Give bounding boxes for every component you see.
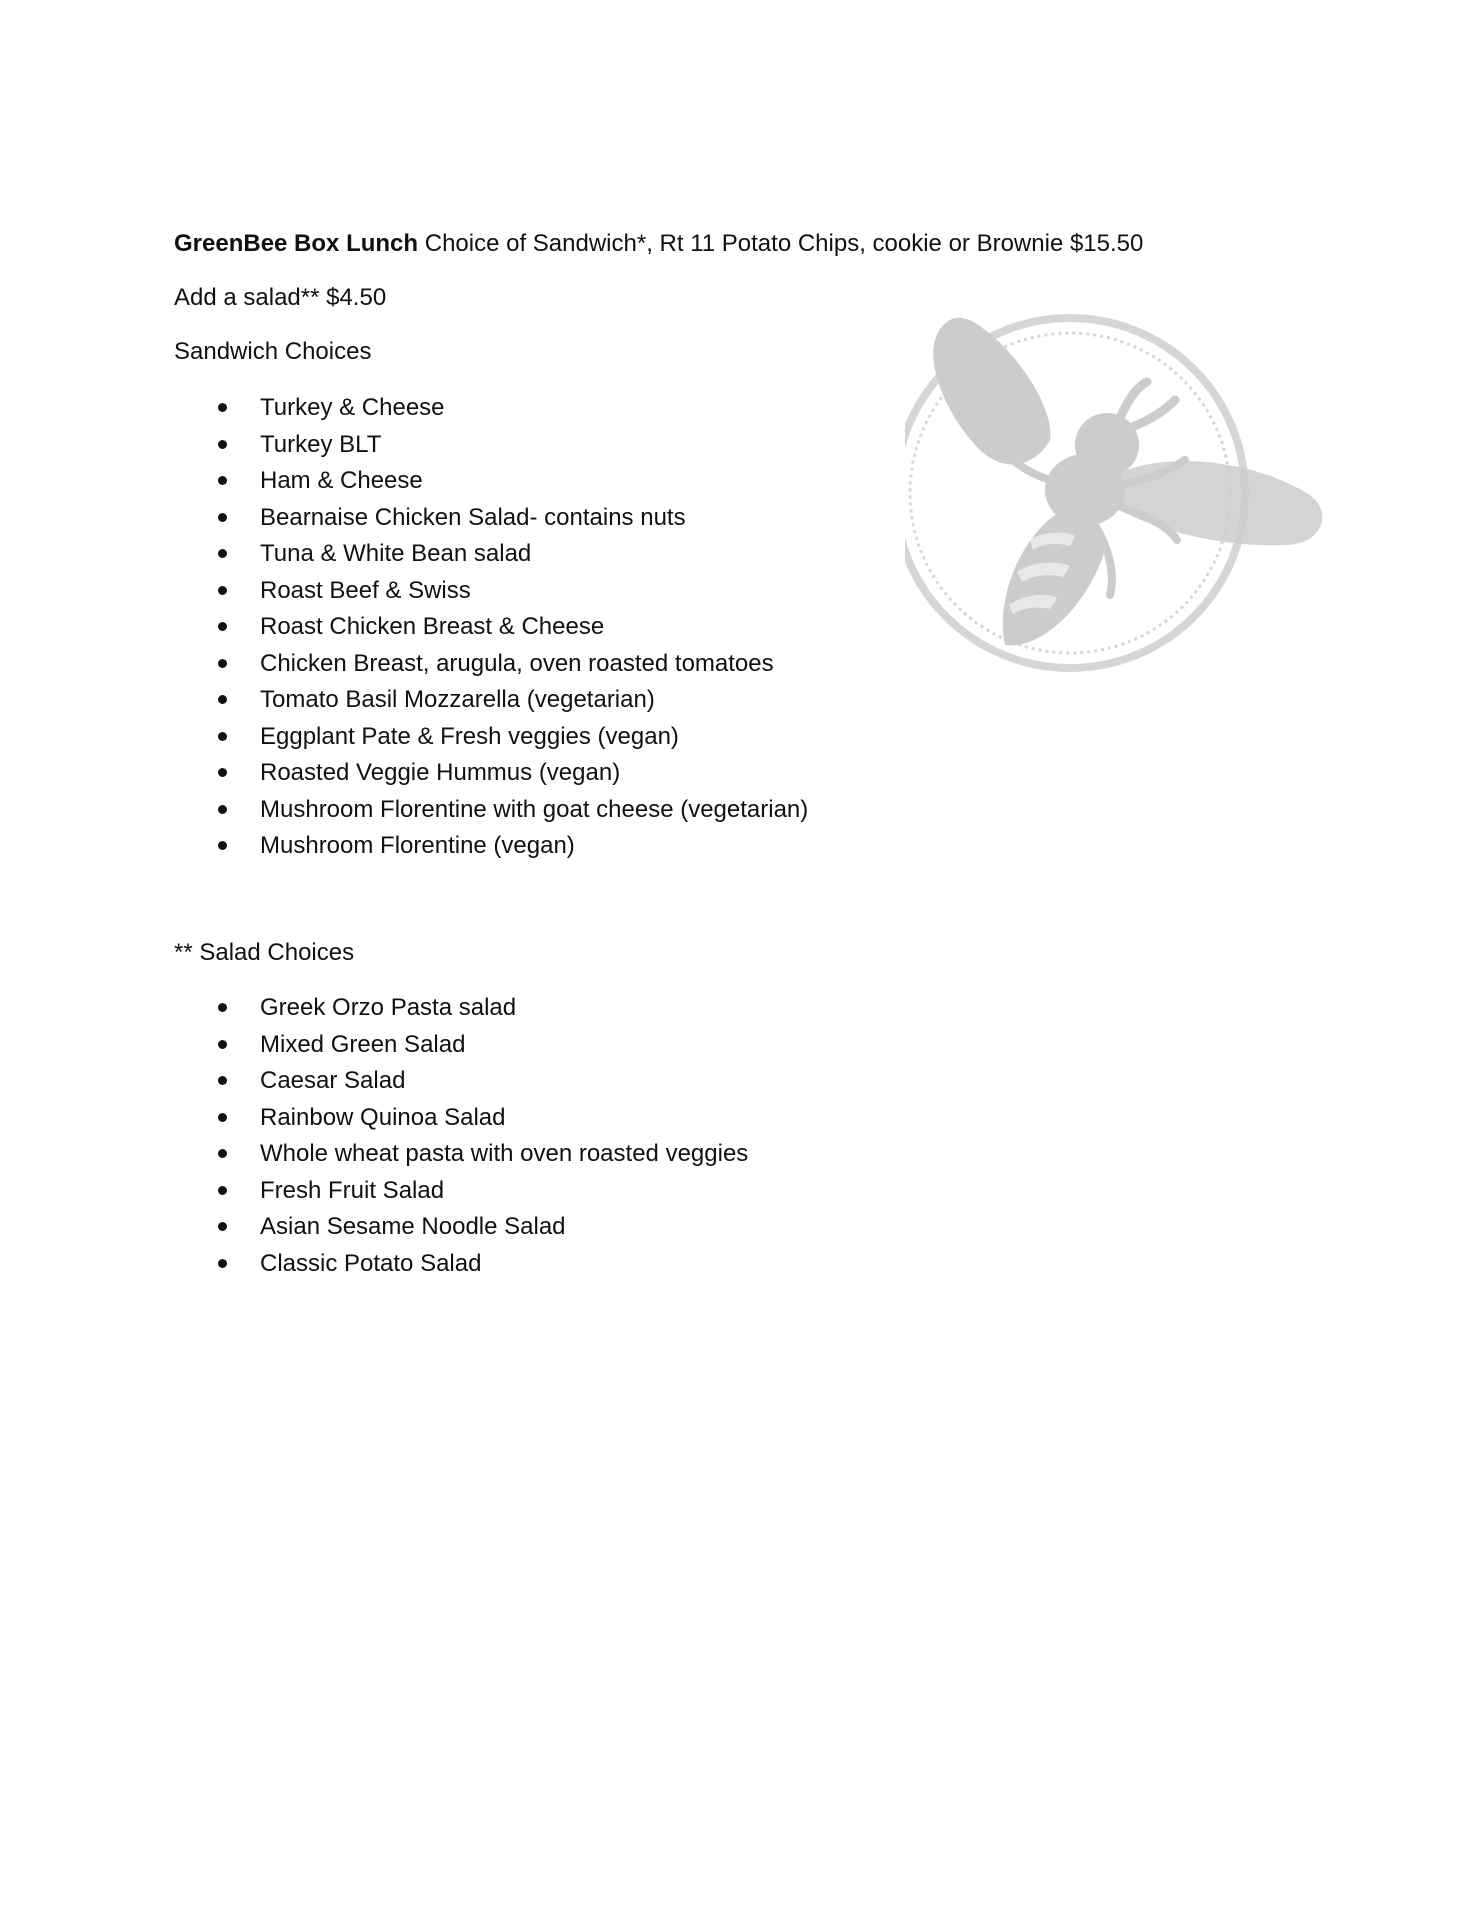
bullet-icon — [218, 586, 227, 595]
sandwich-item-label: Ham & Cheese — [260, 467, 423, 494]
sandwich-item — [174, 722, 808, 759]
bullet-icon — [218, 732, 227, 741]
sandwich-item — [174, 612, 808, 649]
salad-item-label: Greek Orzo Pasta salad — [260, 994, 517, 1021]
bullet-icon — [218, 841, 227, 850]
bullet-icon — [218, 549, 227, 558]
bullet-icon — [218, 1076, 227, 1085]
salad-item-label: Caesar Salad — [260, 1067, 406, 1094]
salad-item-label: Rainbow Quinoa Salad — [260, 1103, 506, 1131]
salad-choices-heading: ** Salad Choices — [174, 939, 355, 966]
salad-item — [174, 1030, 748, 1067]
sandwich-item — [174, 466, 808, 503]
bullet-icon — [218, 476, 227, 485]
bullet-icon — [218, 1259, 227, 1268]
bullet-icon — [218, 1222, 227, 1231]
sandwich-item-label: Tomato Basil Mozzarella (vegetarian) — [260, 686, 655, 713]
salad-item — [174, 1176, 748, 1213]
salad-item — [174, 993, 748, 1030]
sandwich-item-label: Bearnaise Chicken Salad- contains nuts — [260, 503, 686, 531]
sandwich-item-label: Roast Chicken Breast & Cheese — [260, 613, 605, 640]
sandwich-list — [174, 393, 808, 868]
bullet-icon — [218, 622, 227, 631]
bullet-icon — [218, 1113, 227, 1122]
salad-item — [174, 1212, 748, 1249]
sandwich-item-label: Mushroom Florentine with goat cheese (vegetarian) — [260, 795, 809, 823]
bullet-icon — [218, 440, 227, 449]
sandwich-item-label: Roast Beef & Swiss — [260, 576, 471, 604]
sandwich-item — [174, 649, 808, 686]
sandwich-item-label: Roasted Veggie Hummus (vegan) — [260, 759, 621, 786]
bullet-icon — [218, 1003, 227, 1012]
sandwich-item-label: Mushroom Florentine (vegan) — [260, 832, 575, 859]
bullet-icon — [218, 695, 227, 704]
sandwich-item-label: Eggplant Pate & Fresh veggies (vegan) — [260, 722, 679, 750]
sandwich-item-label: Tuna & White Bean salad — [260, 540, 532, 567]
sandwich-item — [174, 795, 808, 832]
salad-item — [174, 1103, 748, 1140]
box-lunch-title — [174, 229, 1143, 259]
box-lunch-description: Choice of Sandwich*, Rt 11 Potato Chips, cookie or Brownie $15.50 — [418, 230, 1144, 257]
sandwich-item — [174, 503, 808, 540]
bullet-icon — [218, 1186, 227, 1195]
sandwich-item-label: Chicken Breast, arugula, oven roasted tomatoes — [260, 649, 774, 677]
sandwich-item — [174, 576, 808, 613]
salad-item-label: Asian Sesame Noodle Salad — [260, 1213, 566, 1240]
bullet-icon — [218, 768, 227, 777]
sandwich-item — [174, 539, 808, 576]
salad-item-label: Mixed Green Salad — [260, 1030, 466, 1058]
sandwich-item — [174, 430, 808, 467]
bullet-icon — [218, 1040, 227, 1049]
salad-item — [174, 1066, 748, 1103]
bullet-icon — [218, 403, 227, 412]
bullet-icon — [218, 659, 227, 668]
sandwich-item — [174, 758, 808, 795]
add-salad-text: Add a salad** $4.50 — [174, 284, 387, 311]
salad-item-label: Classic Potato Salad — [260, 1249, 482, 1277]
sandwich-item-label: Turkey & Cheese — [260, 394, 445, 421]
bullet-icon — [218, 805, 227, 814]
sandwich-choices-heading: Sandwich Choices — [174, 338, 372, 365]
bullet-icon — [218, 1149, 227, 1158]
sandwich-item — [174, 685, 808, 722]
salad-list — [174, 993, 748, 1285]
bee-logo-icon — [905, 300, 1335, 680]
salad-item — [174, 1139, 748, 1176]
bullet-icon — [218, 513, 227, 522]
sandwich-item — [174, 831, 808, 868]
salad-item-label: Fresh Fruit Salad — [260, 1176, 445, 1204]
brand-name: GreenBee Box Lunch — [174, 230, 419, 257]
salad-item — [174, 1249, 748, 1286]
sandwich-item — [174, 393, 808, 430]
sandwich-item-label: Turkey BLT — [260, 430, 382, 458]
salad-item-label: Whole wheat pasta with oven roasted veggies — [260, 1140, 749, 1167]
